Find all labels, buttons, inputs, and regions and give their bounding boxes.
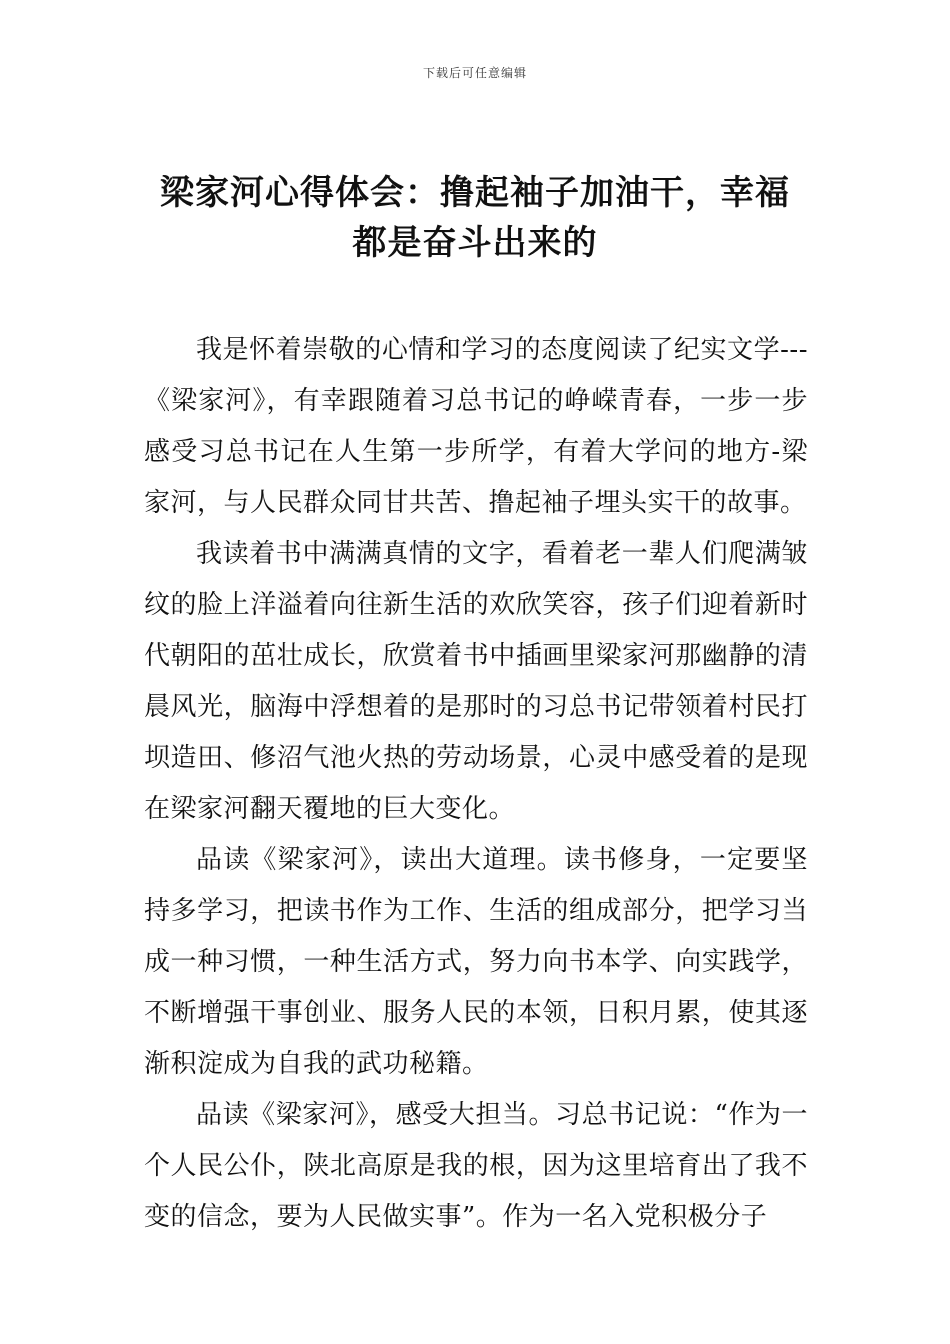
paragraph-1: 我是怀着崇敬的心情和学习的态度阅读了纪实文学---《梁家河》，有幸跟随着习总书记的峥嵘青春，一步一步感受习总书记在人生第一步所学，有着大学问的地方-梁家河，与人民群众同甘共苦、撸起袖子埋头实干的故事。 [144, 335, 808, 518]
paragraph-2: 我读着书中满满真情的文字，看着老一辈人们爬满皱纹的脸上洋溢着向往新生活的欢欣笑容，孩子们迎着新时代朝阳的茁壮成长，欣赏着书中插画里梁家河那幽静的清晨风光，脑海中浮想着的是那时的习总书记带领着村民打坝造田、修沼气池火热的劳动场景，心灵中感受着的是现在梁家河翻天覆地的巨大变化。 [144, 539, 808, 824]
title-line-1: 梁家河心得体会：撸起袖子加油干，幸福 [160, 173, 790, 213]
paragraph-4: 品读《梁家河》，感受大担当。习总书记说：“作为一个人民公仆，陕北高原是我的根，因为这里培育出了我不变的信念，要为人民做实事”。作为一名入党积极分子 [144, 1100, 808, 1232]
header-note: 下载后可任意编辑 [422, 66, 527, 80]
paragraph-3: 品读《梁家河》，读出大道理。读书修身，一定要坚持多学习，把读书作为工作、生活的组成部分，把学习当成一种习惯，一种生活方式，努力向书本学、向实践学，不断增强干事创业、服务人民的本领，日积月累，使其逐渐积淀成为自我的武功秘籍。 [144, 845, 808, 1079]
document-title [120, 168, 830, 268]
document-body [144, 325, 808, 1243]
title-line-2: 都是奋斗出来的 [352, 223, 598, 263]
